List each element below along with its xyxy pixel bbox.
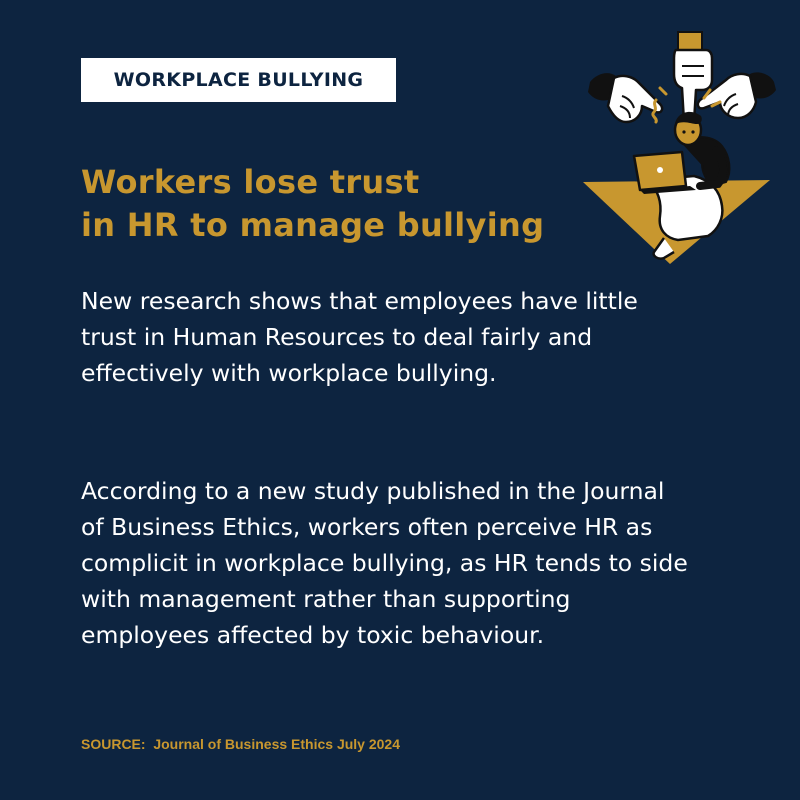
source-citation: SOURCE: Journal of Business Ethics July 2024 [81,736,400,752]
body-paragraph-1: New research shows that employees have little trust in Human Resources to deal fairly and effectively with workplace bullying. [81,287,638,387]
pointing-hand-icon [588,73,662,122]
headline-line-1: Workers lose trust [81,163,420,201]
category-tag [81,58,396,102]
body-paragraph-2: According to a new study published in the Journal of Business Ethics, workers often perceive HR as complicit in workplace bullying, as HR tends to side with management rather than supporting employees affected by toxic behaviour. [81,477,688,649]
bullying-illustration [578,30,778,266]
category-tag-label: WORKPLACE BULLYING [113,69,364,91]
headline-line-2: in HR to manage bullying [81,206,545,244]
headline [81,161,601,247]
